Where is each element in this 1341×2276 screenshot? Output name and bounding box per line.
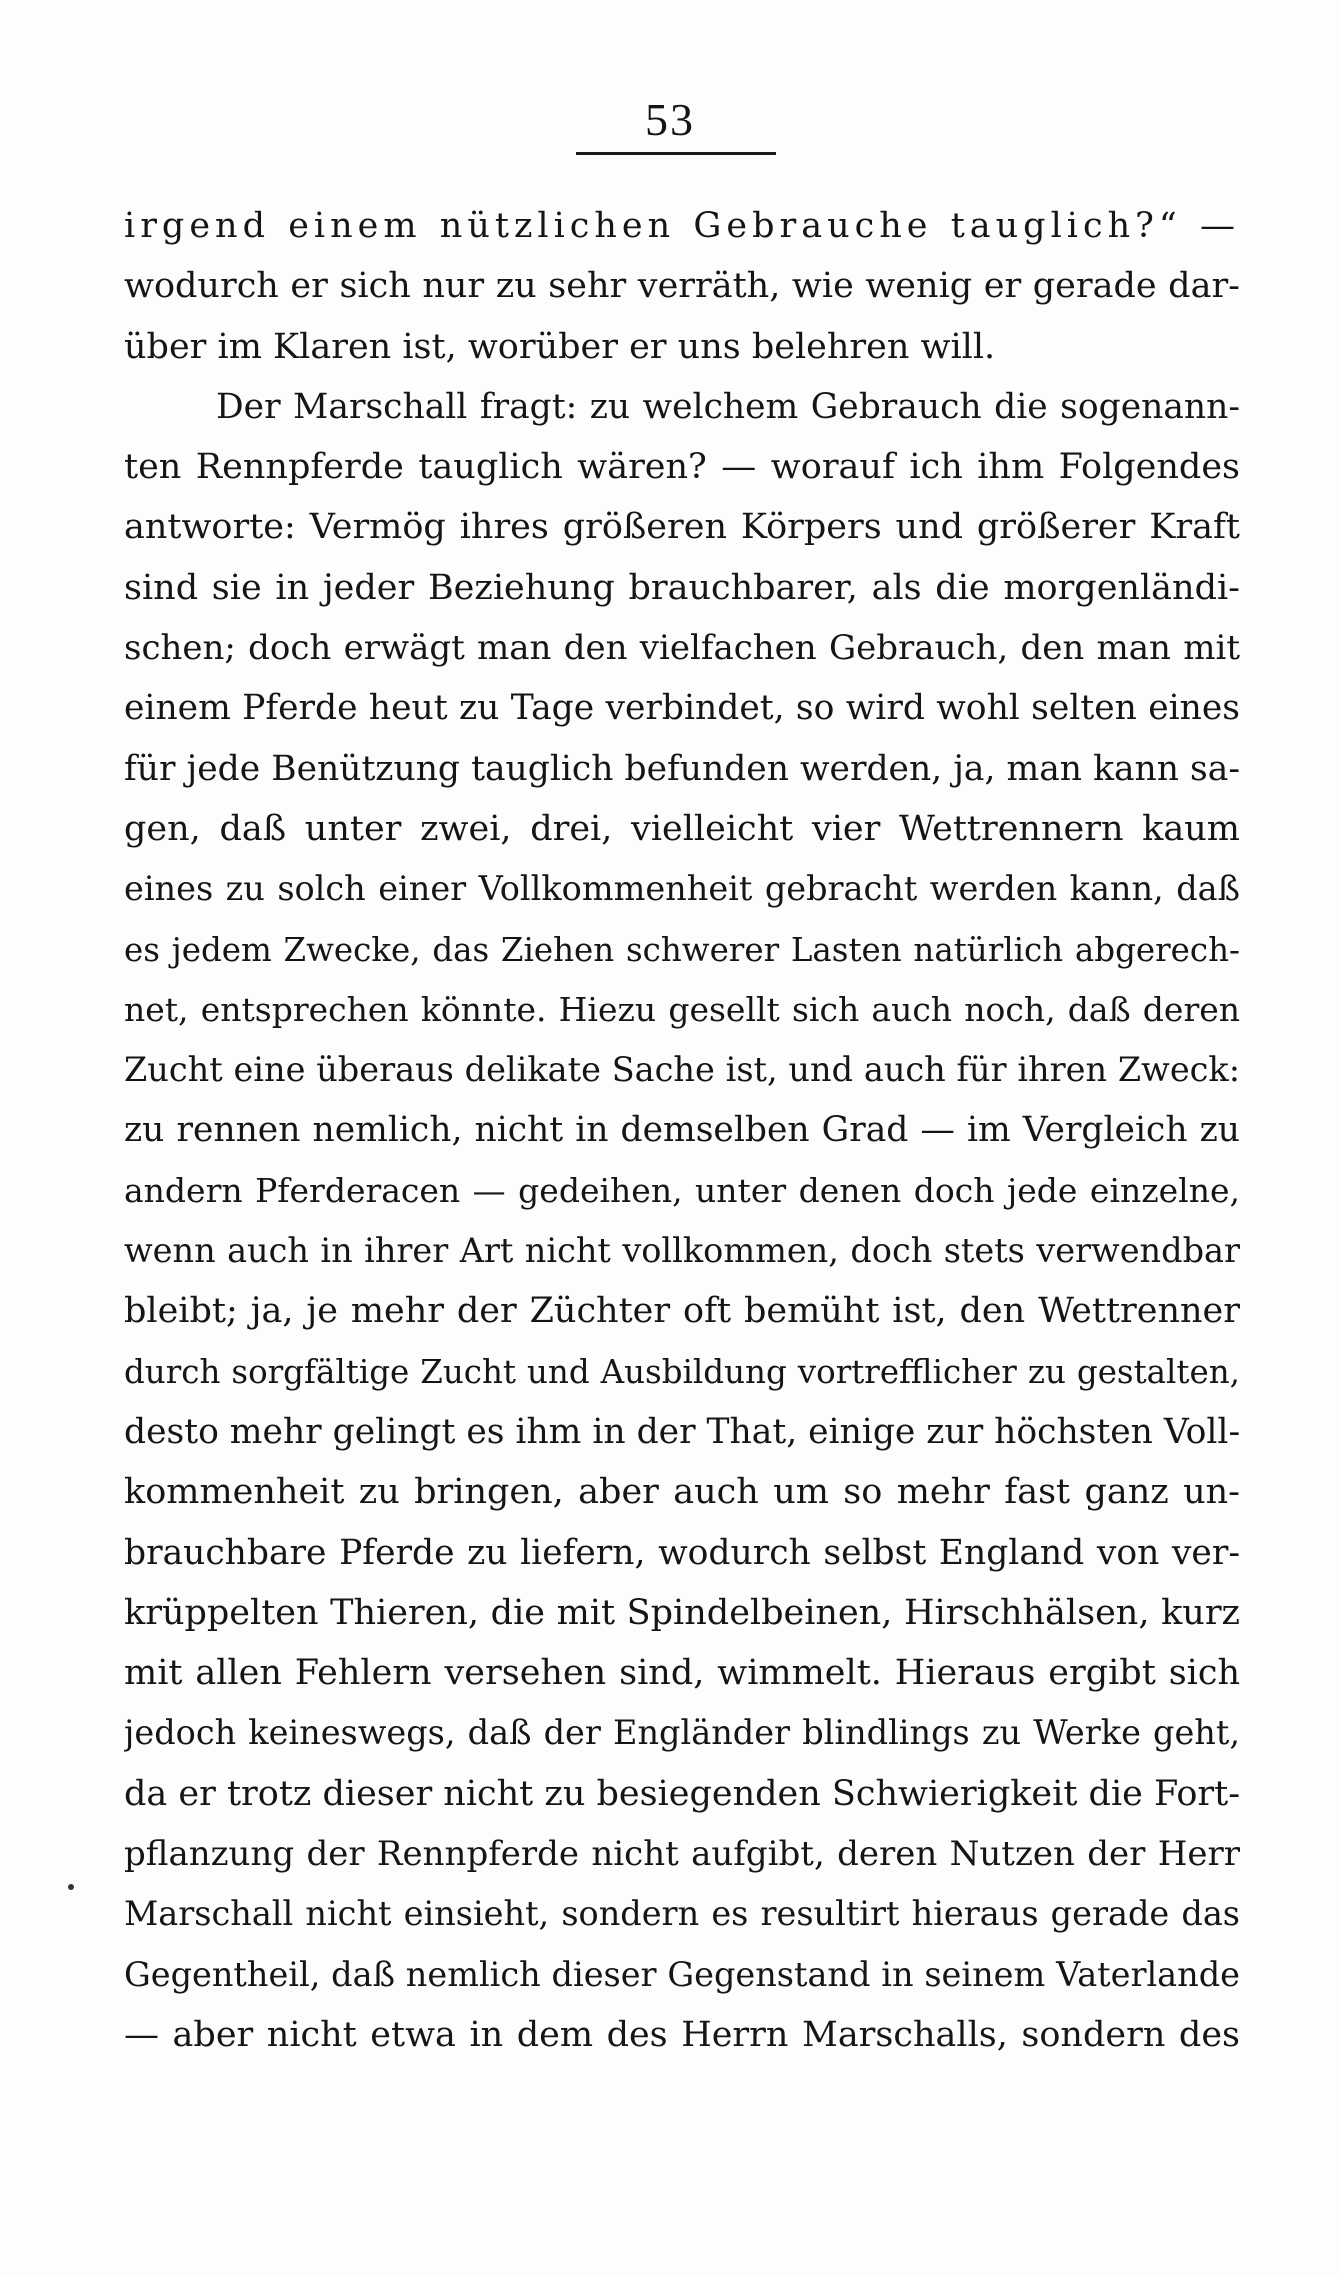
- text-line: sind sie in jeder Beziehung brauchbarer, als die morgenländi-: [124, 567, 1240, 608]
- text-line: da er trotz dieser nicht zu besiegenden Schwierigkeit die Fort-: [124, 1773, 1240, 1814]
- text-line: mit allen Fehlern versehen sind, wimmelt. Hieraus ergibt sich: [124, 1653, 1240, 1694]
- text-line: eines zu solch einer Vollkommenheit gebracht werden kann, daß: [124, 869, 1240, 909]
- text-line: es jedem Zwecke, das Ziehen schwerer Lasten natürlich abgerech-: [124, 930, 1240, 969]
- text-line: gen, daß unter zwei, drei, vielleicht vier Wettrennern kaum: [124, 808, 1240, 849]
- text-line: — aber nicht etwa in dem des Herrn Marschalls, sondern des: [124, 2014, 1240, 2055]
- text-line: antworte: Vermög ihres größeren Körpers und größerer Kraft: [124, 507, 1240, 548]
- text-line: schen; doch erwägt man den vielfachen Gebrauch, den man mit: [124, 628, 1240, 669]
- text-line: über im Klaren ist, worüber er uns belehren will.: [124, 326, 996, 367]
- text-line: net, entsprechen könnte. Hiezu gesellt sich auch noch, daß deren: [124, 989, 1240, 1029]
- text-line: einem Pferde heut zu Tage verbindet, so wird wohl selten eines: [124, 688, 1240, 729]
- text-line: für jede Benützung tauglich befunden werden, ja, man kann sa-: [124, 748, 1240, 789]
- text-line: zu rennen nemlich, nicht in demselben Grad — im Vergleich zu: [124, 1110, 1240, 1151]
- header-rule: [576, 152, 776, 155]
- text-line: irgend einem nützlichen Gebrauche tauglich?“ —: [124, 206, 1240, 246]
- text-line: brauchbare Pferde zu liefern, wodurch selbst England von ver-: [124, 1532, 1240, 1573]
- text-line: andern Pferderacen — gedeihen, unter denen doch jede einzelne,: [124, 1170, 1240, 1210]
- text-line: Marschall nicht einsieht, sondern es resultirt hieraus gerade das: [124, 1894, 1240, 1934]
- text-line: wodurch er sich nur zu sehr verräth, wie wenig er gerade dar-: [124, 266, 1240, 307]
- text-line: bleibt; ja, je mehr der Züchter oft bemüht ist, den Wettrenner: [124, 1291, 1240, 1332]
- text-line: durch sorgfältige Zucht und Ausbildung vortrefflicher zu gestalten,: [124, 1352, 1240, 1391]
- text-line: krüppelten Thieren, die mit Spindelbeinen, Hirschhälsen, kurz: [124, 1592, 1240, 1633]
- text-line: Der Marschall fragt: zu welchem Gebrauch die sogenann-: [216, 386, 1240, 427]
- text-line: desto mehr gelingt es ihm in der That, einige zur höchsten Voll-: [124, 1411, 1240, 1452]
- margin-speck: [68, 1884, 74, 1890]
- text-line: Gegentheil, daß nemlich dieser Gegenstand in seinem Vaterlande: [124, 1954, 1240, 1994]
- text-line: kommenheit zu bringen, aber auch um so mehr fast ganz un-: [124, 1472, 1240, 1513]
- text-line: pflanzung der Rennpferde nicht aufgibt, deren Nutzen der Herr: [124, 1834, 1240, 1875]
- text-line: wenn auch in ihrer Art nicht vollkommen, doch stets verwendbar: [124, 1231, 1240, 1271]
- body-text: [124, 196, 1240, 2065]
- text-line: ten Rennpferde tauglich wären? — worauf ich ihm Folgendes: [124, 447, 1240, 488]
- page-number: 53: [645, 94, 695, 145]
- text-line: jedoch keineswegs, daß der Engländer blindlings zu Werke geht,: [124, 1713, 1240, 1753]
- text-line: Zucht eine überaus delikate Sache ist, und auch für ihren Zweck:: [124, 1050, 1240, 1090]
